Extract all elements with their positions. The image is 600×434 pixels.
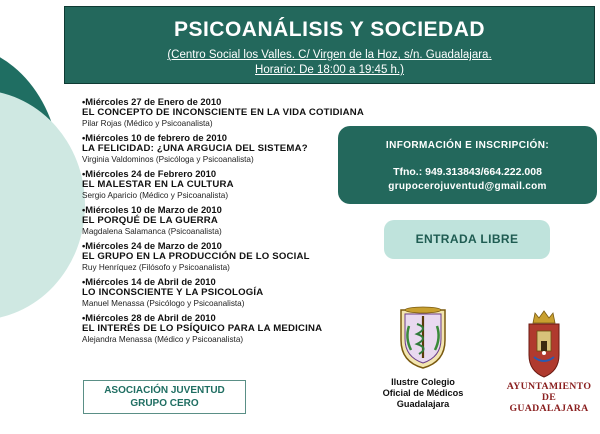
venue-line: (Centro Social los Valles. C/ Virgen de la Hoz, s/n. Guadalajara. [167, 49, 492, 61]
colegio-line-2: Oficial de Médicos [382, 388, 464, 398]
event-speaker: Pilar Rojas (Médico y Psicoanalista) [82, 119, 213, 128]
association-box [83, 380, 246, 414]
event-date: •Miércoles 10 de febrero de 2010 [82, 132, 228, 143]
info-box [338, 126, 597, 204]
event-date: •Miércoles 14 de Abril de 2010 [82, 276, 216, 287]
event-speaker: Magdalena Salamanca (Psicoanalista) [82, 227, 222, 236]
event-date: •Miércoles 28 de Abril de 2010 [82, 312, 216, 323]
event-title: LA FELICIDAD: ¿UNA ARGUCIA DEL SISTEMA? [82, 143, 308, 154]
event-item [82, 240, 382, 273]
event-date: •Miércoles 10 de Marzo de 2010 [82, 204, 222, 215]
colegio-line-1: Ilustre Colegio [391, 377, 455, 387]
page-title: PSICOANÁLISIS Y SOCIEDAD [173, 18, 486, 41]
event-item [82, 132, 382, 165]
ayuntamiento-line-2: DE GUADALAJARA [509, 392, 589, 414]
event-title: EL PORQUÉ DE LA GUERRA [82, 215, 219, 226]
header-banner [64, 6, 595, 84]
event-item [82, 168, 382, 201]
schedule-line: Horario: De 18:00 a 19:45 h.) [255, 64, 404, 76]
event-speaker: Alejandra Menassa (Médico y Psicoanalista) [82, 335, 244, 344]
event-item [82, 96, 382, 129]
event-item [82, 312, 382, 345]
event-speaker: Ruy Henríquez (Filósofo y Psicoanalista) [82, 263, 230, 272]
event-item [82, 276, 382, 309]
city-coat-of-arms-icon [525, 309, 563, 379]
event-title: EL MALESTAR EN LA CULTURA [82, 179, 234, 190]
event-item [82, 204, 382, 237]
colegio-label [367, 377, 479, 410]
event-title: LO INCONSCIENTE Y LA PSICOLOGÍA [82, 287, 264, 298]
event-date: •Miércoles 24 de Febrero 2010 [82, 168, 217, 179]
event-title: EL INTERÉS DE LO PSÍQUICO PARA LA MEDICINA [82, 323, 323, 334]
event-speaker: Sergio Aparicio (Médico y Psicoanalista) [82, 191, 229, 200]
event-title: EL GRUPO EN LA PRODUCCIÓN DE LO SOCIAL [82, 251, 310, 262]
event-date: •Miércoles 24 de Marzo de 2010 [82, 240, 222, 251]
info-title: INFORMACIÓN E INSCRIPCIÓN: [385, 140, 550, 151]
event-speaker: Virginia Valdominos (Psicóloga y Psicoanalista) [82, 155, 254, 164]
association-line-1: ASOCIACIÓN JUVENTUD [104, 385, 225, 396]
entrada-libre-badge: ENTRADA LIBRE [384, 220, 550, 259]
event-speaker: Manuel Menassa (Psicólogo y Psicoanalista) [82, 299, 245, 308]
ayuntamiento-line-1: AYUNTAMIENTO [506, 381, 592, 392]
event-title: EL CONCEPTO DE INCONSCIENTE EN LA VIDA COTIDIANA [82, 107, 364, 118]
ayuntamiento-label [502, 381, 596, 414]
decorative-circle-light [0, 90, 85, 320]
colegio-line-3: Guadalajara [396, 399, 450, 409]
info-phone: Tfno.: 949.313843/664.222.008 [393, 166, 542, 178]
event-date: •Miércoles 27 de Enero de 2010 [82, 96, 222, 107]
medical-college-crest-icon [395, 306, 451, 370]
association-line-2: GRUPO CERO [130, 398, 199, 409]
info-email: grupocerojuventud@gmail.com [388, 181, 547, 192]
event-list [82, 96, 382, 348]
